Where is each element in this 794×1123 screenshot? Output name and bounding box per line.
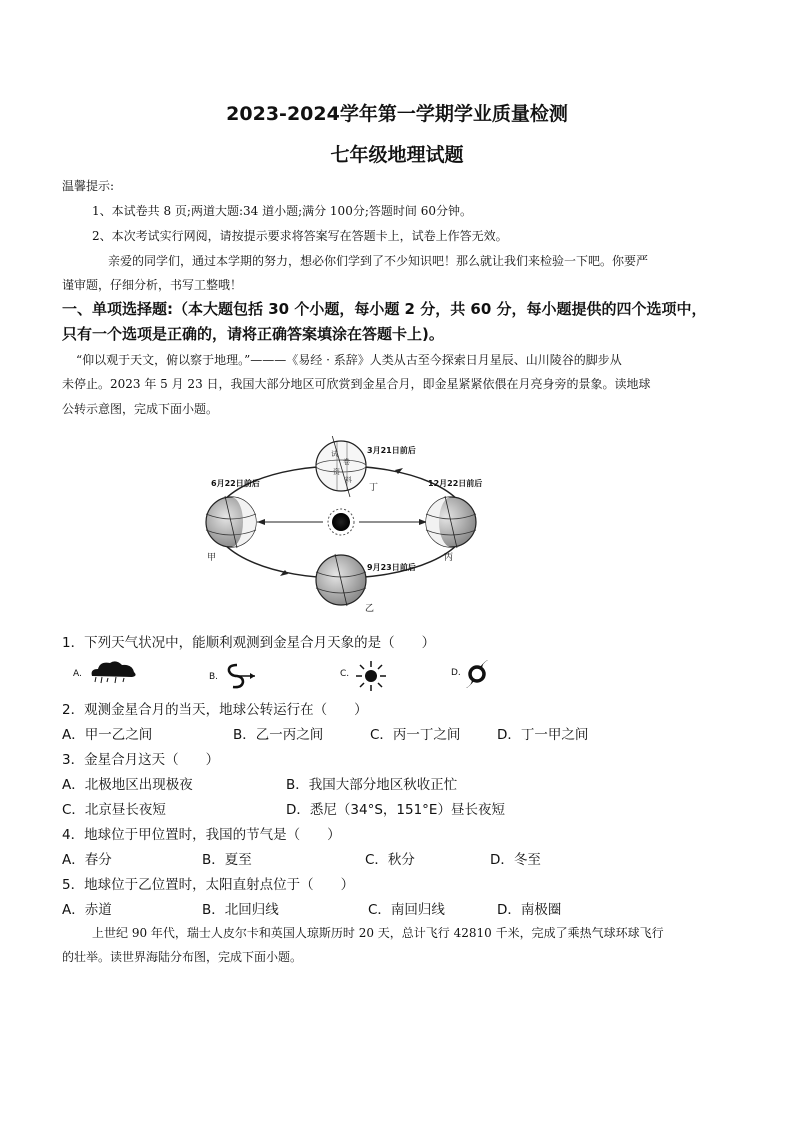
earth-position-bing <box>426 496 476 548</box>
question-2-option-a: A．甲一乙之间 <box>62 727 153 743</box>
question-5-option-a: A．赤道 <box>62 902 112 918</box>
earth-revolution-diagram <box>195 436 500 614</box>
watermark-char: 料 <box>345 476 352 484</box>
question-2-stem: 2．观测金星合月的当天，地球公转运行在（ ） <box>62 702 368 718</box>
question-3-option-b: B．我国大部分地区秋收正忙 <box>286 777 458 793</box>
question-4-option-a: A．春分 <box>62 852 112 868</box>
tips-item-2: 2、本次考试实行网阅，请按提示要求将答案写在答题卡上，试卷上作答无效。 <box>92 229 508 243</box>
question-2-option-b: B．乙一丙之间 <box>233 727 324 743</box>
question-5-option-d: D．南极圈 <box>497 902 562 918</box>
earth-position-ding <box>316 436 366 497</box>
tips-heading: 温馨提示: <box>62 179 115 193</box>
earth-position-yi <box>316 554 366 606</box>
exam-title: 2023-2024学年第一学期学业质量检测 <box>226 103 568 125</box>
position-label-yi: 乙 <box>365 604 375 614</box>
question-5-option-b: B．北回归线 <box>202 902 279 918</box>
passage1-line-1: “仰以观于天文，俯以察于地理。”———《易经 · 系辞》人类从古至今探索日月星辰、山川陵谷的脚步从 <box>76 353 622 367</box>
question-4-stem: 4．地球位于甲位置时，我国的节气是（ ） <box>62 827 341 843</box>
question-5-option-c: C．南回归线 <box>368 902 445 918</box>
sandstorm-icon <box>222 660 262 692</box>
question-4-option-b: B．夏至 <box>202 852 252 868</box>
question-2-option-d: D．丁一甲之间 <box>497 727 589 743</box>
passage1-line-2: 未停止。2023 年 5 月 23 日，我国大部分地区可欣赏到金星合月，即金星紧紧依偎在月亮身旁的景象。读地球 <box>62 377 651 391</box>
encourage-line-1: 亲爱的同学们，通过本学期的努力，想必你们学到了不少知识吧！那么就让我们来检验一下吧。你要严 <box>108 254 649 268</box>
question-1-stem: 1．下列天气状况中，能顺利观测到金星合月天象的是（ ） <box>62 635 436 651</box>
watermark-char: 试 <box>331 450 338 458</box>
earth-position-jia <box>206 496 256 548</box>
watermark-char: 卷 <box>343 458 350 466</box>
question-1-option-d: D. <box>451 668 461 678</box>
date-label-sep: 9月23日前后 <box>367 563 416 572</box>
typhoon-icon <box>464 658 490 690</box>
position-label-bing: 丙 <box>444 553 454 563</box>
passage2-line-2: 的壮举。读世界海陆分布图，完成下面小题。 <box>62 950 303 964</box>
question-2-option-c: C．丙一丁之间 <box>370 727 461 743</box>
passage2-line-1: 上世纪 90 年代，瑞士人皮尔卡和英国人琼斯历时 20 天，总计飞行 42810 千米，完成了乘热气球环球飞行 <box>92 926 664 940</box>
section-heading-line-1: 一、单项选择题:（本大题包括 30 个小题，每小题 2 分，共 60 分，每小题提供的四个选项中， <box>62 300 707 318</box>
section-heading-line-2: 只有一个选项是正确的，请将正确答案填涂在答题卡上)。 <box>62 325 444 343</box>
position-label-ding: 丁 <box>369 483 379 493</box>
passage1-line-3: 公转示意图，完成下面小题。 <box>62 402 219 416</box>
question-4-option-d: D．冬至 <box>490 852 541 868</box>
sun-icon <box>328 509 354 535</box>
date-label-jun: 6月22日前后 <box>211 479 260 488</box>
date-label-mar: 3月21日前后 <box>367 446 416 455</box>
watermark-char: 资 <box>333 468 340 476</box>
question-1-option-c: C. <box>340 669 350 679</box>
exam-subtitle: 七年级地理试题 <box>330 144 464 166</box>
question-3-option-d: D．悉尼（34°S，151°E）昼长夜短 <box>286 802 505 818</box>
question-4-option-c: C．秋分 <box>365 852 415 868</box>
date-label-dec: 12月22日前后 <box>428 479 483 488</box>
position-label-jia: 甲 <box>207 553 217 563</box>
sun-ray-left-arrow <box>257 519 265 525</box>
question-3-option-a: A．北极地区出现极夜 <box>62 777 193 793</box>
sunny-icon <box>354 659 388 693</box>
question-3-option-c: C．北京昼长夜短 <box>62 802 166 818</box>
rain-cloud-icon <box>86 659 140 687</box>
question-3-stem: 3．金星合月这天（ ） <box>62 752 220 768</box>
question-5-stem: 5．地球位于乙位置时，太阳直射点位于（ ） <box>62 877 355 893</box>
tips-item-1: 1、本试卷共 8 页;两道大题:34 道小题;满分 100分;答题时间 60分钟。 <box>92 204 472 218</box>
encourage-line-2: 谨审题，仔细分析，书写工整哦！ <box>62 278 243 292</box>
question-1-option-b: B. <box>209 672 219 682</box>
question-1-option-a: A. <box>73 669 82 679</box>
